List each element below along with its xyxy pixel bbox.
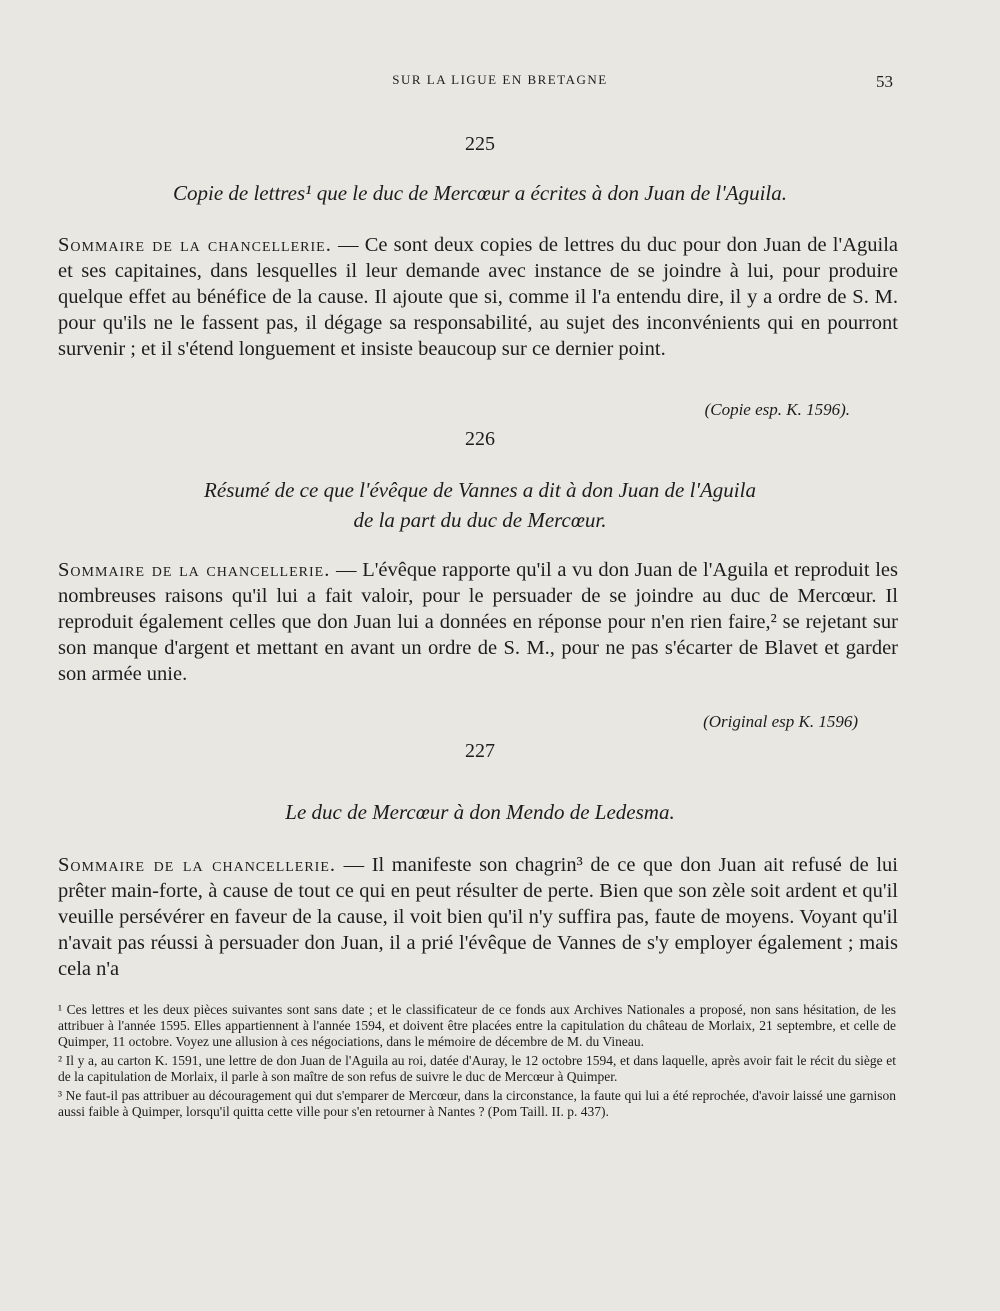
footnote: ³ Ne faut-il pas attribuer au découragement qui dut s'emparer de Mercœur, dans la circonstance, la faute qui lui a été reprochée, d'avoir laissé une garnison aussi faible à Quimper, lorsqu'il quitta cette ville pour s'en retourner à Nantes ? (Pom Taill. II. p. 437). bbox=[58, 1088, 896, 1119]
entry-title-line: Résumé de ce que l'évêque de Vannes a dit à don Juan de l'Aguila bbox=[204, 478, 756, 502]
entry-number: 227 bbox=[465, 740, 495, 762]
footnote: ¹ Ces lettres et les deux pièces suivantes sont sans date ; et le classificateur de ce fonds aux Archives Nationales a proposé, non sans hésitation, de les attribuer à l'année 1595. Elles appartiennent à l'année 1594, et doivent être placées entre la capitulation du château de Morlaix, 21 septembre, et celle de Quimper, 11 octobre. Voyez une allusion à ces négociations, dans le mémoire de décembre de M. du Vineau. bbox=[58, 1002, 896, 1049]
source-citation: (Copie esp. K. 1596). bbox=[704, 400, 850, 419]
entry-title: Le duc de Mercœur à don Mendo de Ledesma. bbox=[285, 800, 675, 824]
entry-number: 225 bbox=[465, 133, 495, 155]
footnote: ² Il y a, au carton K. 1591, une lettre de don Juan de l'Aguila au roi, datée d'Auray, le 12 octobre 1594, et dans laquelle, après avoir fait le récit du siège et de la capitulation de Morlaix, il parle à son maître de son refus de suivre le duc de Mercœur à Quimper. bbox=[58, 1053, 896, 1084]
source-citation: (Original esp K. 1596) bbox=[703, 712, 858, 731]
summary-label: Sommaire de la chancellerie. bbox=[58, 234, 332, 256]
summary-text: — L'évêque rapporte qu'il a vu don Juan de l'Aguila et reproduit les nombreuses raisons qu'il lui a fait valoir, pour le persuader de se joindre au duc de Mercœur. Il reproduit également celles que don Juan lui a données en réponse pour n'en rien faire,² se rejetant sur son manque d'argent et mettant en avant un ordre de S. M., pour ne pas s'écarter de Blavet et garder son armée unie. bbox=[58, 559, 898, 685]
summary-label: Sommaire de la chancellerie. bbox=[58, 854, 337, 876]
summary-text: — Ce sont deux copies de lettres du duc pour don Juan de l'Aguila et ses capitaines, dans lesquelles il leur demande avec instance de se joindre à lui, pour produire quelque effet au bénéfice de la cause. Il ajoute que si, comme il l'a entendu dire, il y a ordre de S. M. pour qu'ils ne le fassent pas, il dégage sa responsabilité, au sujet des inconvénients qui en pourront survenir ; et il s'étend longuement et insiste beaucoup sur ce dernier point. bbox=[58, 234, 898, 360]
footnotes bbox=[58, 1002, 896, 1123]
entry-summary bbox=[58, 557, 898, 687]
entry-summary bbox=[58, 852, 898, 982]
entry-title: Copie de lettres¹ que le duc de Mercœur a écrites à don Juan de l'Aguila. bbox=[172, 181, 787, 205]
running-title: SUR LA LIGUE EN BRETAGNE bbox=[392, 72, 608, 87]
entry-title bbox=[60, 475, 900, 535]
summary-text: — Il manifeste son chagrin³ de ce que don Juan ait refusé de lui prêter main-forte, à cause de tout ce qui en peut résulter de perte. Bien que son zèle soit ardent et qu'il veuille persévérer en faveur de la cause, il voit bien qu'il n'y suffira pas, faute de moyens. Voyant qu'il n'avait pas réussi à persuader don Juan, il a prié l'évêque de Vannes de s'y employer également ; mais cela n'a bbox=[58, 854, 898, 980]
summary-label: Sommaire de la chancellerie. bbox=[58, 559, 331, 581]
entry-number: 226 bbox=[465, 428, 495, 450]
entry-title-line: de la part du duc de Mercœur. bbox=[353, 508, 607, 532]
entry-summary bbox=[58, 232, 898, 362]
page-number: 53 bbox=[876, 72, 893, 91]
